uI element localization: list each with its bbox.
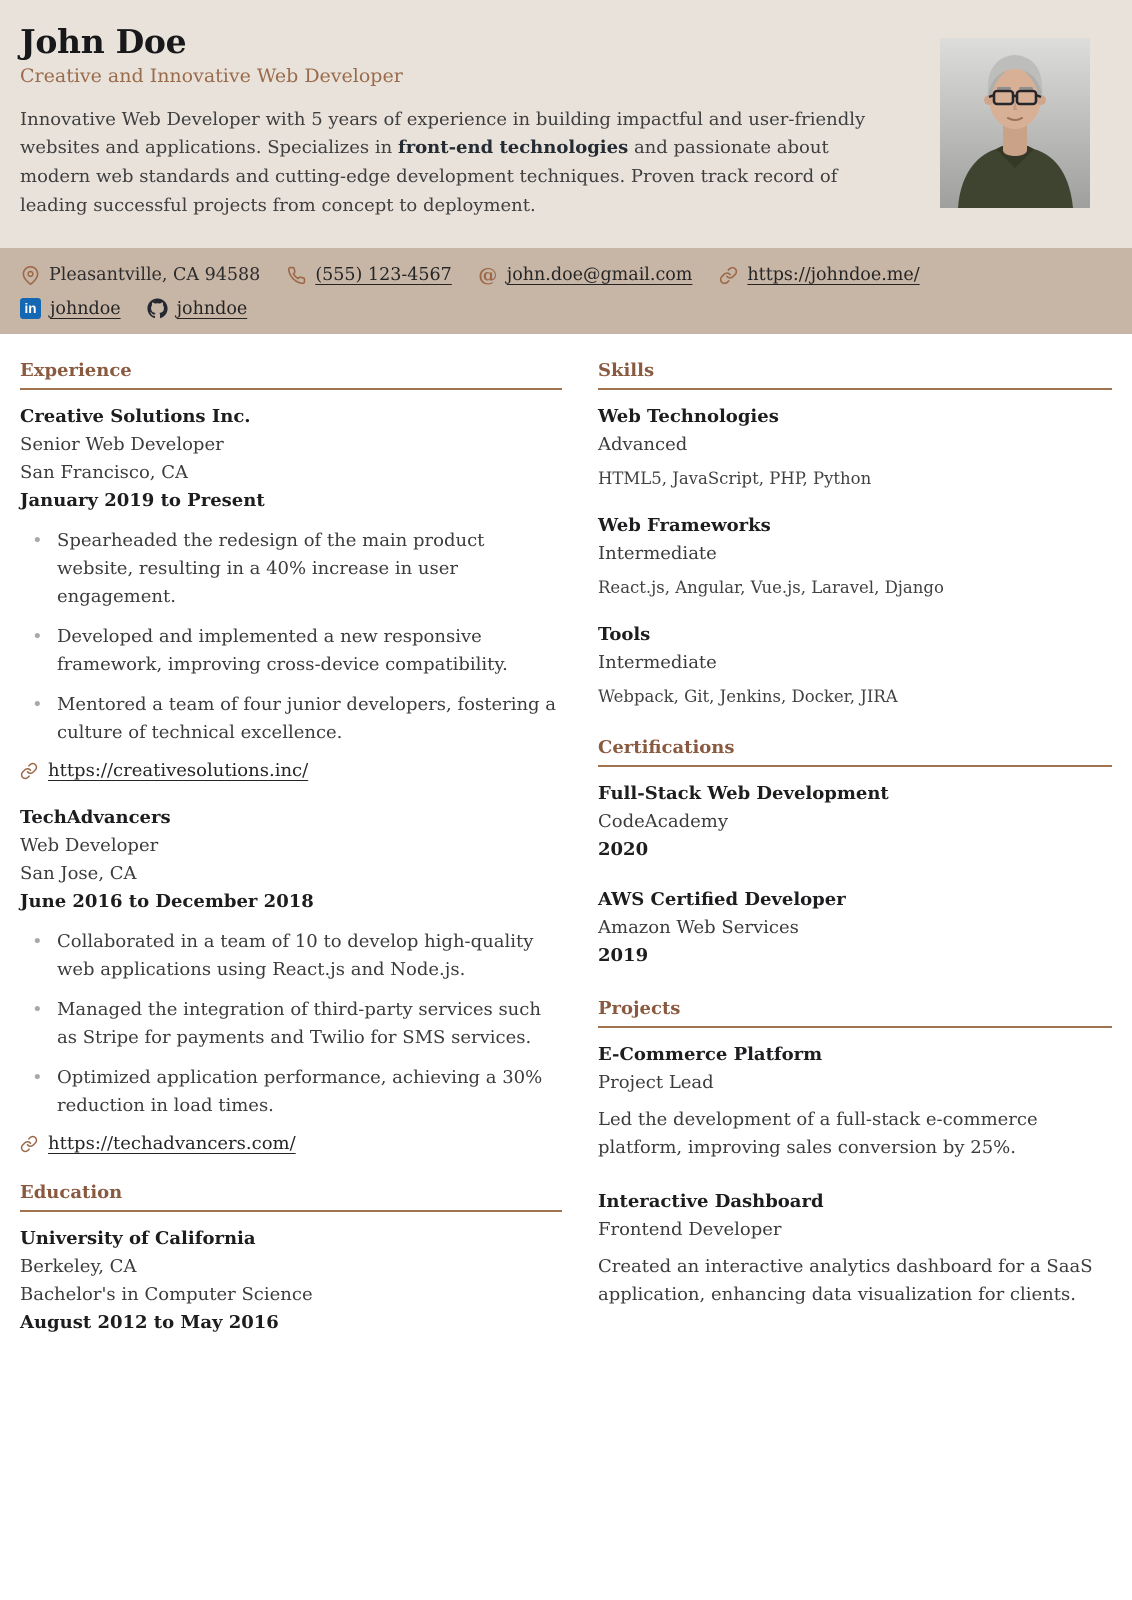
certification-year: 2019 (598, 945, 649, 966)
contact-linkedin (20, 298, 121, 319)
company-url-row (20, 760, 562, 781)
skill-name: Web Technologies (598, 406, 779, 427)
section-experience (20, 360, 562, 1154)
certification-name: AWS Certified Developer (598, 889, 846, 910)
contact-band (0, 248, 1132, 334)
contact-row-2 (20, 298, 1112, 319)
section-education (20, 1182, 562, 1337)
phone-icon (286, 265, 306, 285)
contact-website (718, 265, 919, 285)
company-url-link[interactable]: https://techadvancers.com/ (48, 1133, 296, 1154)
summary-text-before: Innovative Web Developer with 5 years of experience in building impactful and user-friendly websites and applications. Specializes in (20, 108, 866, 159)
employment-dates: June 2016 to December 2018 (20, 891, 314, 912)
project-description: Led the development of a full-stack e-commerce platform, improving sales conversion by 25%. (598, 1109, 1038, 1158)
contact-row-1 (20, 265, 1112, 285)
employment-dates: January 2019 to Present (20, 490, 265, 511)
right-column (598, 360, 1112, 1365)
company-name: Creative Solutions Inc. (20, 406, 251, 427)
project-entry (598, 1188, 1112, 1309)
contact-phone (286, 265, 451, 285)
skill-level: Intermediate (598, 543, 717, 564)
link-icon (718, 265, 738, 285)
skill-level: Advanced (598, 434, 688, 455)
summary-paragraph (20, 106, 904, 221)
skills-section-title: Skills (598, 360, 1112, 390)
skill-keywords: HTML5, JavaScript, PHP, Python (598, 469, 872, 488)
resume-body (0, 334, 1132, 1365)
education-section-title: Education (20, 1182, 562, 1212)
linkedin-link[interactable]: johndoe (50, 298, 121, 319)
certification-entry (598, 780, 1112, 864)
school-name: University of California (20, 1228, 256, 1249)
certification-name: Full-Stack Web Development (598, 783, 889, 804)
person-name: John Doe (20, 22, 187, 61)
skill-keywords: Webpack, Git, Jenkins, Docker, JIRA (598, 687, 898, 706)
contact-github (147, 298, 248, 319)
summary-text-bold: front-end technologies (397, 137, 629, 159)
company-location: San Jose, CA (20, 863, 137, 884)
resume-header (0, 0, 1132, 248)
company-url-link[interactable]: https://creativesolutions.inc/ (48, 760, 309, 781)
experience-section-title: Experience (20, 360, 562, 390)
github-icon (147, 298, 168, 319)
experience-entry (20, 403, 562, 781)
company-name: TechAdvancers (20, 807, 171, 828)
skill-group (598, 403, 1112, 491)
education-entry (20, 1225, 562, 1337)
website-link[interactable]: https://johndoe.me/ (747, 265, 920, 285)
education-dates: August 2012 to May 2016 (20, 1312, 279, 1333)
project-role: Frontend Developer (598, 1219, 782, 1240)
left-column (20, 360, 562, 1365)
summary-text-after: and passionate about modern web standards and cutting-edge development techniques. Proven track record of leading successful projects from concept to deployment. (20, 137, 838, 216)
experience-bullet-list (20, 928, 562, 1120)
skill-name: Tools (598, 624, 651, 645)
certification-issuer: Amazon Web Services (598, 917, 799, 938)
project-name: E-Commerce Platform (598, 1044, 823, 1065)
section-projects (598, 998, 1112, 1309)
degree: Bachelor's in Computer Science (20, 1284, 313, 1305)
experience-bullet-list (20, 527, 562, 747)
github-link[interactable]: johndoe (176, 298, 248, 319)
projects-section-title: Projects (598, 998, 1112, 1028)
link-icon (20, 1135, 38, 1153)
position-title: Senior Web Developer (20, 434, 224, 455)
section-certifications (598, 737, 1112, 970)
linkedin-icon: in (20, 298, 41, 319)
link-icon (20, 762, 38, 780)
experience-bullet: • Mentored a team of four junior developers, fostering a culture of technical excellence. (32, 691, 562, 747)
company-location: San Francisco, CA (20, 462, 189, 483)
at-icon: @ (478, 263, 498, 286)
skill-group (598, 512, 1112, 600)
project-name: Interactive Dashboard (598, 1191, 824, 1212)
project-description: Created an interactive analytics dashboard for a SaaS application, enhancing data visualization for clients. (598, 1256, 1093, 1305)
experience-bullet: • Managed the integration of third-party services such as Stripe for payments and Twilio for SMS services. (32, 996, 562, 1052)
profile-photo-illustration (940, 38, 1090, 208)
email-link[interactable]: john.doe@gmail.com (506, 265, 693, 285)
experience-bullet: • Collaborated in a team of 10 to develop high-quality web applications using React.js and Node.js. (32, 928, 562, 984)
headline: Creative and Innovative Web Developer (20, 64, 403, 87)
experience-entry (20, 804, 562, 1154)
skill-level: Intermediate (598, 652, 717, 673)
experience-bullet: • Developed and implemented a new responsive framework, improving cross-device compatibility. (32, 623, 562, 679)
contact-location (20, 265, 260, 285)
project-entry (598, 1041, 1112, 1162)
phone-link[interactable]: (555) 123-4567 (315, 265, 452, 285)
experience-bullet: • Spearheaded the redesign of the main product website, resulting in a 40% increase in user engagement. (32, 527, 562, 611)
skill-group (598, 621, 1112, 709)
certifications-section-title: Certifications (598, 737, 1112, 767)
location-text: Pleasantville, CA 94588 (49, 265, 261, 285)
position-title: Web Developer (20, 835, 159, 856)
company-url-row (20, 1133, 562, 1154)
contact-email (478, 265, 693, 285)
certification-entry (598, 886, 1112, 970)
skill-name: Web Frameworks (598, 515, 771, 536)
certification-issuer: CodeAcademy (598, 811, 729, 832)
section-skills (598, 360, 1112, 709)
skill-keywords: React.js, Angular, Vue.js, Laravel, Django (598, 578, 944, 597)
map-pin-icon (20, 265, 40, 285)
certification-year: 2020 (598, 839, 649, 860)
school-location: Berkeley, CA (20, 1256, 137, 1277)
experience-bullet: • Optimized application performance, achieving a 30% reduction in load times. (32, 1064, 562, 1120)
project-role: Project Lead (598, 1072, 714, 1093)
profile-photo (940, 38, 1090, 208)
